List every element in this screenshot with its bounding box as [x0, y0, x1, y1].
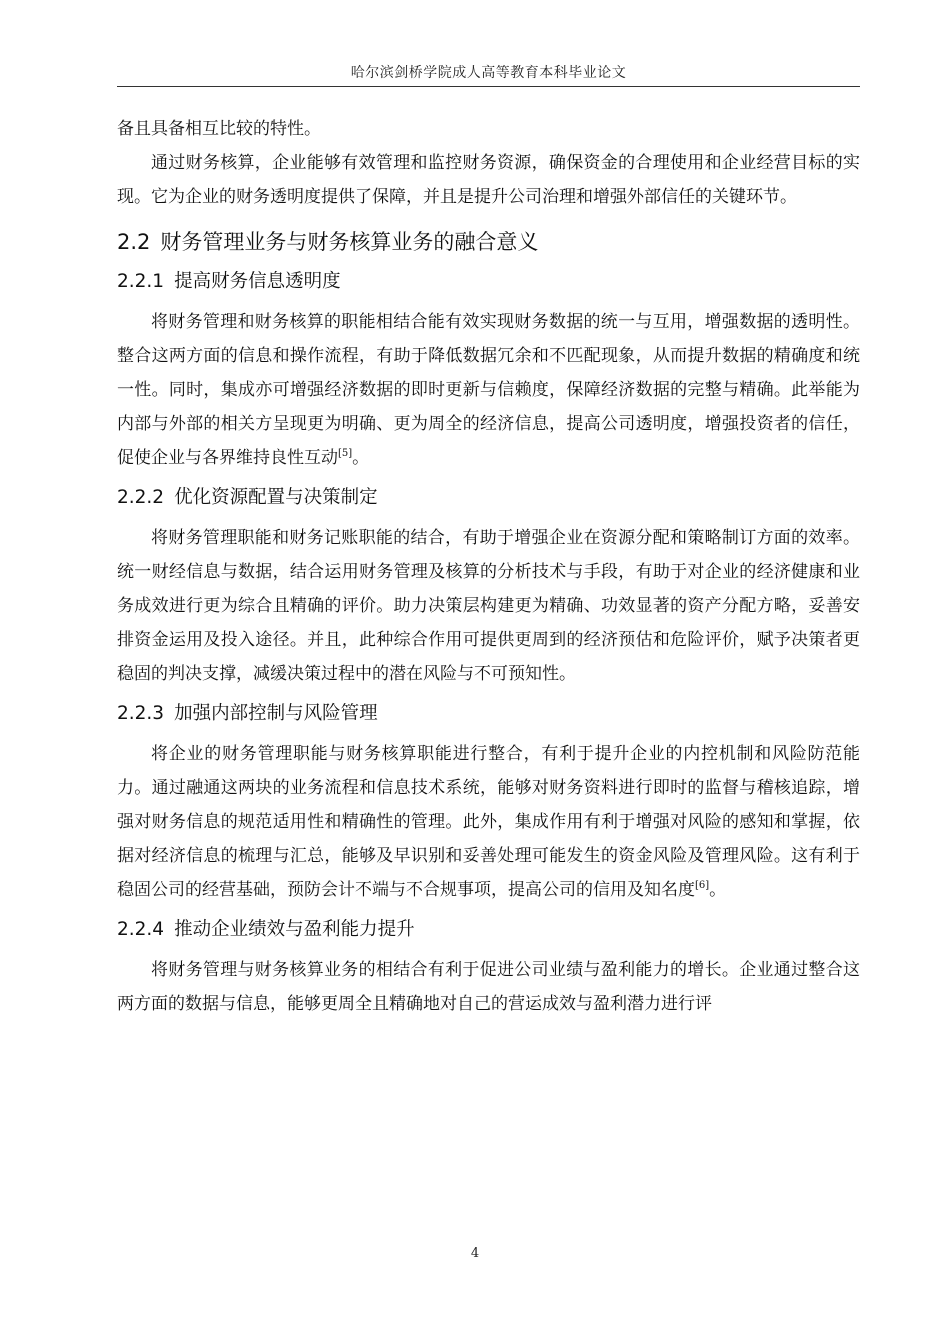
- page-number: 4: [470, 1246, 480, 1261]
- subsection-heading: [117, 481, 860, 515]
- section-heading: [117, 225, 860, 259]
- subsection-title: 提高财务信息透明度: [174, 271, 341, 292]
- page-header: 哈尔滨剑桥学院成人高等教育本科毕业论文: [350, 65, 627, 81]
- paragraph: [117, 737, 860, 907]
- paragraph: 将财务管理与财务核算业务的相结合有利于促进公司业绩与盈利能力的增长。企业通过整合这两方面的数据与信息，能够更周全且精确地对自己的营运成效与盈利潜力进行评: [117, 960, 860, 1014]
- paragraph: 备且具备相互比较的特性。: [117, 119, 321, 139]
- paragraph: [117, 305, 860, 475]
- citation: [6]: [695, 880, 710, 891]
- paragraph: 通过财务核算，企业能够有效管理和监控财务资源，确保资金的合理使用和企业经营目标的实现。它为企业的财务透明度提供了保障，并且是提升公司治理和增强外部信任的关键环节。: [117, 153, 860, 207]
- paragraph-text: 将财务管理和财务核算的职能相结合能有效实现财务数据的统一与互用，增强数据的透明性。整合这两方面的信息和操作流程，有助于降低数据冗余和不匹配现象，从而提升数据的精确度和统一性。同时，集成亦可增强经济数据的即时更新与信赖度，保障经济数据的完整与精确。此举能为内部与外部的相关方呈现更为明确、更为周全的经济信息，提高公司透明度，增强投资者的信任，促使企业与各界维持良性互动: [117, 312, 860, 468]
- subsection-number: 2.2.3: [117, 703, 165, 724]
- header-rule: [117, 86, 860, 87]
- subsection-title: 推动企业绩效与盈利能力提升: [174, 919, 415, 940]
- subsection-number: 2.2.2: [117, 487, 165, 508]
- subsection-heading: [117, 265, 860, 299]
- page-body: [117, 112, 860, 1021]
- subsection-heading: [117, 697, 860, 731]
- subsection-number: 2.2.4: [117, 919, 165, 940]
- paragraph-end: 。: [709, 880, 727, 900]
- subsection-title: 加强内部控制与风险管理: [174, 703, 378, 724]
- section-title: 财务管理业务与财务核算业务的融合意义: [160, 230, 539, 254]
- paragraph: 将财务管理职能和财务记账职能的结合，有助于增强企业在资源分配和策略制订方面的效率。统一财经信息与数据，结合运用财务管理及核算的分析技术与手段，有助于对企业的经济健康和业务成效进行更为综合且精确的评价。助力决策层构建更为精确、功效显著的资产分配方略，妥善安排资金运用及投入途径。并且，此种综合作用可提供更周到的经济预估和危险评价，赋予决策者更稳固的判决支撑，减缓决策过程中的潜在风险与不可预知性。: [117, 528, 860, 684]
- paragraph-text: 将企业的财务管理职能与财务核算职能进行整合，有利于提升企业的内控机制和风险防范能力。通过融通这两块的业务流程和信息技术系统，能够对财务资料进行即时的监督与稽核追踪，增强对财务信息的规范适用性和精确性的管理。此外，集成作用有利于增强对风险的感知和掌握，依据对经济信息的梳理与汇总，能够及早识别和妥善处理可能发生的资金风险及管理风险。这有利于稳固公司的经营基础，预防会计不端与不合规事项，提高公司的信用及知名度: [117, 744, 860, 900]
- paragraph-end: 。: [352, 448, 370, 468]
- citation: [5]: [338, 448, 353, 459]
- subsection-heading: [117, 913, 860, 947]
- subsection-number: 2.2.1: [117, 271, 165, 292]
- subsection-title: 优化资源配置与决策制定: [174, 487, 378, 508]
- section-number: 2.2: [117, 230, 151, 254]
